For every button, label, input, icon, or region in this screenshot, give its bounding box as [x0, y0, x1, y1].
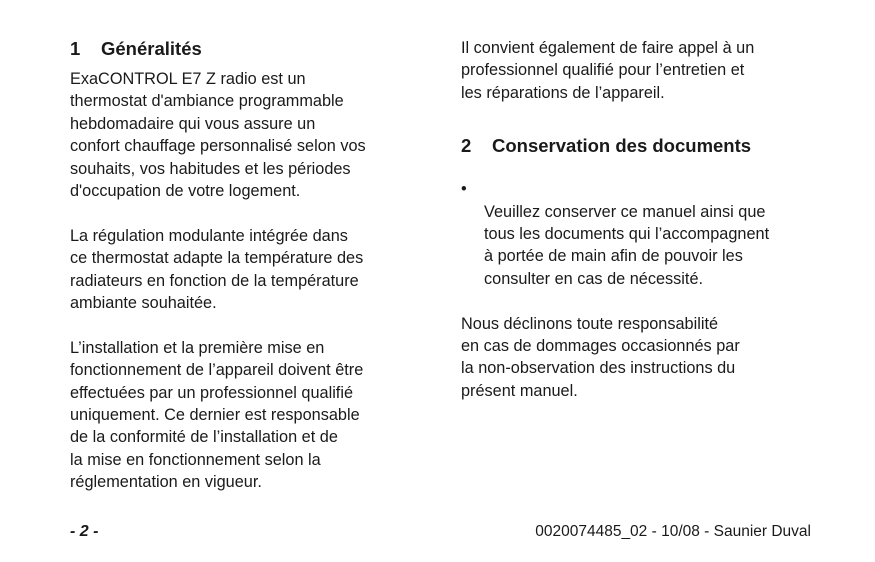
page-number: - 2 -: [70, 523, 99, 540]
section-1-title: Généralités: [101, 38, 202, 59]
liability-note: Nous déclinons toute responsabilité en cas de dommages occasionnés par la non-observation des instructions du présent manuel.: [461, 314, 740, 400]
section-2-heading: [461, 134, 821, 157]
bullet-marker: •: [461, 180, 467, 199]
section-2-number: 2: [461, 135, 472, 157]
bullet-text: Veuillez conserver ce manuel ainsi que tous les documents qui l’accompagnent à portée de main afin de pouvoir les consulter en cas de nécessité.: [484, 202, 770, 288]
section-1-paragraph-3: L’installation et la première mise en fonctionnement de l’appareil doivent être effectuées par un professionnel qualifié uniquement. Ce dernier est responsable de la conformité de l’installation et de la mise en fonctionnement selon la réglementation en vigueur.: [70, 338, 364, 492]
section-1-heading: [70, 37, 430, 60]
section-1-number: 1: [70, 38, 81, 59]
document-reference: 0020074485_02 - 10/08 - Saunier Duval: [535, 523, 811, 540]
section-1-continuation: Il convient également de faire appel à un professionnel qualifié pour l’entretien et les réparations de l’appareil.: [461, 39, 755, 102]
left-column: [70, 37, 430, 494]
section-1-paragraph-2: La régulation modulante intégrée dans ce thermostat adapte la température des radiateurs en fonction de la température ambiante souhaitée.: [70, 226, 364, 313]
section-2-title: Conservation des documents: [492, 135, 752, 157]
bullet-item: [461, 178, 821, 290]
section-1-paragraph-1: ExaCONTROL E7 Z radio est un thermostat d'ambiance programmable hebdomadaire qui vous assure un confort chauffage personnalisé selon vos souhaits, vos habitudes et les périodes d'occupation de votre logement.: [70, 70, 366, 201]
right-column: [461, 37, 821, 402]
